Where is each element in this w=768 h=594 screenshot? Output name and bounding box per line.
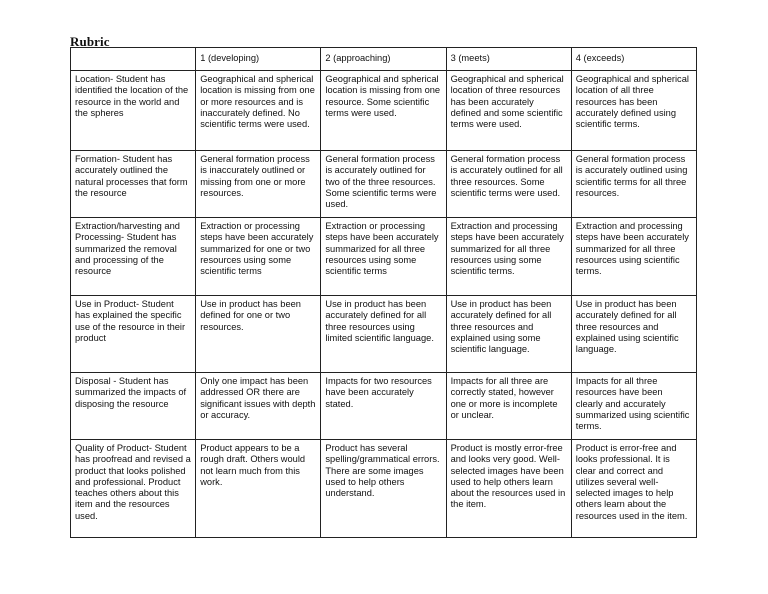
level-cell: Only one impact has been addressed OR there are significant issues with depth or accuracy. [196,373,321,440]
header-cell-exceeds: 4 (exceeds) [571,48,696,71]
level-cell: General formation process is inaccurately outlined or missing from one or more resources. [196,151,321,218]
table-row [71,440,697,538]
level-cell: Impacts for two resources have been accurately stated. [321,373,446,440]
level-cell: Extraction or processing steps have been accurately summarized for one or two resources using some scientific terms [196,218,321,296]
level-cell: Geographical and spherical location is missing from one or more resources and is inaccurately defined. No scientific terms were used. [196,71,321,151]
level-cell: Use in product has been defined for one or two resources. [196,296,321,373]
table-row [71,151,697,218]
level-cell: General formation process is accurately outlined using scientific terms for all three resources. [571,151,696,218]
header-cell-meets: 3 (meets) [446,48,571,71]
criterion-cell: Formation- Student has accurately outlined the natural processes that form the resource [71,151,196,218]
level-cell: Geographical and spherical location is missing from one resource. Some scientific terms were used. [321,71,446,151]
page-title: Rubric [70,34,110,49]
rubric-table [70,47,697,538]
level-cell: Extraction or processing steps have been accurately summarized for all three resources using some scientific terms [321,218,446,296]
criterion-cell: Extraction/harvesting and Processing- Student has summarized the removal and processing of the resource [71,218,196,296]
level-cell: Impacts for all three resources have been clearly and accurately summarized using scientific terms. [571,373,696,440]
header-cell-developing: 1 (developing) [196,48,321,71]
level-cell: Extraction and processing steps have been accurately summarized for all three resources using scientific terms. [571,218,696,296]
level-cell: Impacts for all three are correctly stated, however one or more is incomplete or unclear. [446,373,571,440]
criterion-cell: Location- Student has identified the location of the resource in the world and the spheres [71,71,196,151]
level-cell: Use in product has been accurately defined for all three resources using limited scientific language. [321,296,446,373]
table-row [71,373,697,440]
level-cell: Use in product has been accurately defined for all three resources and explained using some scientific language. [446,296,571,373]
criterion-cell: Use in Product- Student has explained the specific use of the resource in their product [71,296,196,373]
level-cell: General formation process is accurately outlined for two of the three resources. Some scientific terms were used. [321,151,446,218]
table-row [71,296,697,373]
table-row [71,71,697,151]
level-cell: General formation process is accurately outlined for all three resources. Some scientific terms were used. [446,151,571,218]
level-cell: Geographical and spherical location of three resources has been accurately defined and some scientific terms were used. [446,71,571,151]
level-cell: Geographical and spherical location of all three resources has been accurately defined using scientific terms. [571,71,696,151]
criterion-cell: Disposal - Student has summarized the impacts of disposing the resource [71,373,196,440]
level-cell: Product has several spelling/grammatical errors. There are some images used to help others understand. [321,440,446,538]
header-cell-approaching: 2 (approaching) [321,48,446,71]
level-cell: Product appears to be a rough draft. Others would not learn much from this work. [196,440,321,538]
level-cell: Product is error-free and looks professional. It is clear and correct and utilizes several well-selected images to help others learn about the resources used in the item. [571,440,696,538]
header-cell-criteria [71,48,196,71]
level-cell: Extraction and processing steps have been accurately summarized for all three resources using some scientific terms. [446,218,571,296]
level-cell: Product is mostly error-free and looks very good. Well-selected images have been used to help others learn about the resources used in the item. [446,440,571,538]
level-cell: Use in product has been accurately defined for all three resources and explained using scientific language. [571,296,696,373]
header-row [71,48,697,71]
table-row [71,218,697,296]
criterion-cell: Quality of Product- Student has proofread and revised a product that looks polished and professional. Product teaches others about this item and the resources used. [71,440,196,538]
